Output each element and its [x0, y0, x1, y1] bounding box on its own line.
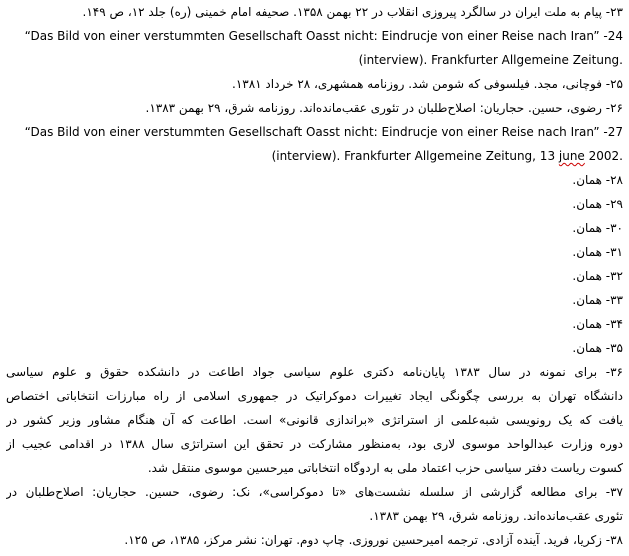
note-34: ۳۴- همان. — [572, 317, 623, 331]
note-36-line-2: دانشگاه تهران به بررسی چگونگی ایجاد تغییرات دموکراتیک در جمهوری اسلامی از راه مبارزات انتخاباتی اختصاص — [6, 389, 623, 403]
note-23: ۲۳- پیام به ملت ایران در سالگرد پیروزی انقلاب در ۲۲ بهمن ۱۳۵۸. صحیفه امام خمینی (ره) جلد ۱۲، ص ۱۴۹. — [82, 5, 623, 19]
note-29: ۲۹- همان. — [572, 197, 623, 211]
note-36-line-3: یافت که یک رونویسی شبه‌علمی از استراتژی «براندازی قانونی» است. اطاعت که آن هنگام مشاور وزیر کشور در — [6, 413, 623, 427]
note-26: ۲۶- رضوی، حسین. حجاریان: اصلاح‌طلبان در تئوری عقب‌مانده‌اند. روزنامه شرق، ۲۹ بهمن ۱۳۸۳. — [145, 101, 623, 115]
note-36-line-1: ۳۶- برای نمونه در سال ۱۳۸۳ پایان‌نامه دکتری علوم سیاسی جواد اطاعت در دانشکده حقوق و علوم سیاسی — [6, 365, 623, 379]
note-27-line-2 — [6, 144, 623, 168]
spellcheck-flagged-word: june — [558, 149, 585, 163]
note-24-line-1: “Das Bild von einer verstummten Gesellschaft Oasst nicht: Eindrucje von einer Reise nach Iran” -24 — [24, 29, 623, 43]
note-27-citation-start: (interview). Frankfurter Allgemeine Zeitung, 13 — [271, 149, 559, 163]
note-31: ۳۱- همان. — [572, 245, 623, 259]
note-35: ۳۵- همان. — [572, 341, 623, 355]
note-28: ۲۸- همان. — [572, 173, 623, 187]
note-33: ۳۳- همان. — [572, 293, 623, 307]
note-36-line-5: کسوت ریاست دفتر سیاسی حزب اعتماد ملی به اردوگاه انتخاباتی میرحسین موسوی منتقل شد. — [147, 461, 623, 475]
note-25: ۲۵- فوچانی، مجد. فیلسوفی که شومن شد. روزنامه همشهری، ۲۸ خرداد ۱۳۸۱. — [232, 77, 623, 91]
note-36-line-4: دوره وزارت عبدالواحد موسوی لاری بود، به‌منظور مشارکت در تحقق این استراتژی سال ۱۳۸۸ در اقدامی عجیب از — [6, 437, 623, 451]
note-30: ۳۰- همان. — [572, 221, 623, 235]
note-27-line-1: “Das Bild von einer verstummten Gesellschaft Oasst nicht: Eindrucje von einer Reise nach Iran” -27 — [24, 125, 623, 139]
note-37-line-1: ۳۷- برای مطالعه گزارشی از سلسله نشست‌های «تا دموکراسی»، نک: رضوی، حسین. حجاریان: اصلاح‌طلبان در — [6, 485, 623, 499]
note-37-line-2: تئوری عقب‌مانده‌اند. روزنامه شرق، ۲۹ بهمن ۱۳۸۳. — [369, 509, 623, 523]
note-38: ۳۸- زکریا، فرید. آینده آزادی. ترجمه امیرحسین نوروزی. چاپ دوم. تهران: نشر مرکز، ۱۳۸۵، ص ۱۲۵. — [124, 533, 623, 547]
note-27-citation-end: 2002. — [584, 149, 623, 163]
note-24-line-2: (interview). Frankfurter Allgemeine Zeitung. — [358, 53, 623, 67]
note-32: ۳۲- همان. — [572, 269, 623, 283]
